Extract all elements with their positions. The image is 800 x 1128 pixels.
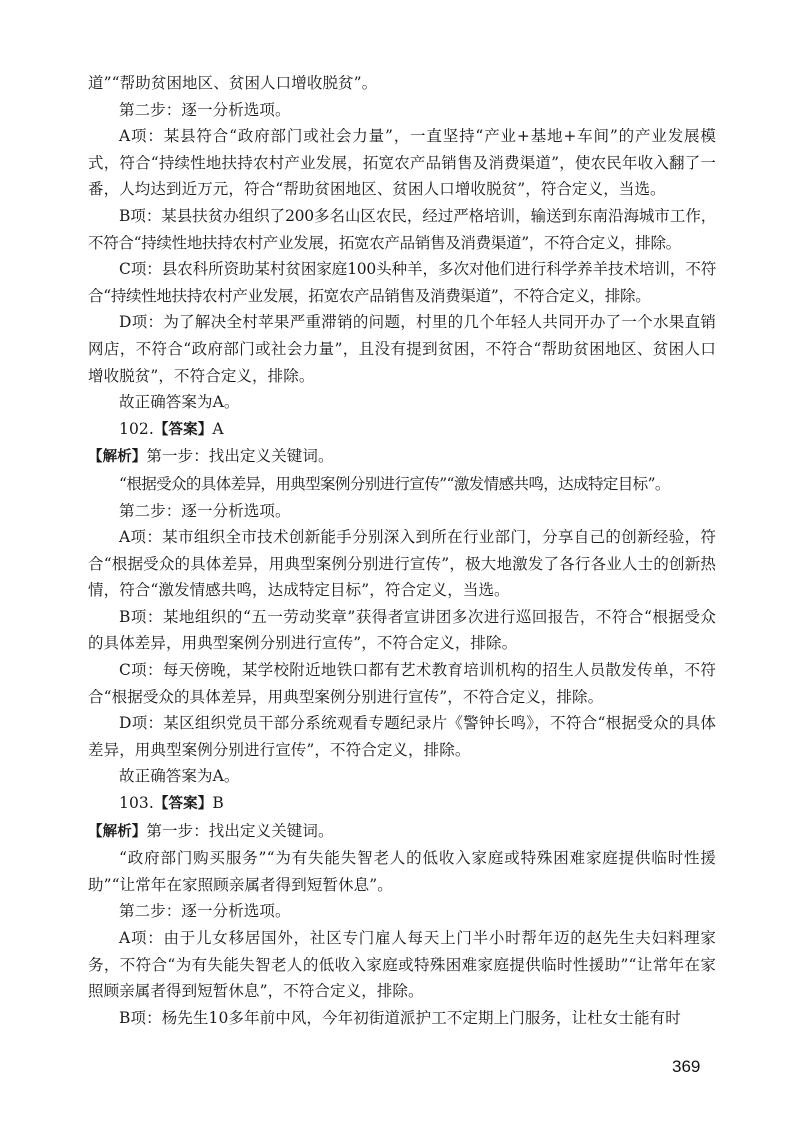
analysis-line <box>88 443 716 471</box>
paragraph: C项：每天傍晚，某学校附近地铁口都有艺术教育培训机构的招生人员散发传单，不符合“根据受众的具体差异，用典型案例分别进行宣传”，不符合定义，排除。 <box>88 661 716 706</box>
paragraph: A项：某县符合“政府部门或社会力量”，一直坚持“产业+基地+车间”的产业发展模式，符合“持续性地扶持农村产业发展，拓宽农产品销售及消费渠道”，使农民年收入翻了一番，人均达到近万元，符合“帮助贫困地区、贫困人口增收脱贫”，符合定义，当选。 <box>88 127 716 199</box>
question-number: 103. <box>119 794 154 813</box>
question-102-header <box>88 416 716 444</box>
paragraph: B项：某地组织的“五一劳动奖章”获得者宣讲团多次进行巡回报告，不符合“根据受众的具体差异，用典型案例分别进行宣传”，不符合定义，排除。 <box>88 607 716 653</box>
analysis-text: 第一步：找出定义关键词。 <box>146 447 334 466</box>
paragraph: C项：县农科所资助某村贫困家庭100头种羊，多次对他们进行科学养羊技术培训，不符合“持续性地扶持农村产业发展，拓宽农产品销售及消费渠道”，不符合定义，排除。 <box>88 260 716 305</box>
answer-value: B <box>212 794 224 813</box>
analysis-label: 【解析】 <box>88 823 147 840</box>
paragraph: “根据受众的具体差异，用典型案例分别进行宣传”“激发情感共鸣，达成特定目标”。 <box>119 474 670 493</box>
paragraph: 第二步：逐一分析选项。 <box>119 501 291 520</box>
paragraph: 故正确答案为A。 <box>119 393 240 412</box>
analysis-line <box>88 818 716 846</box>
paragraph: A项：某市组织全市技术创新能手分别深入到所在行业部门，分享自己的创新经验，符合“根据受众的具体差异，用典型案例分别进行宣传”，极大地激发了各行各业人士的创新热情，符合“激发情感共鸣，达成特定目标”，符合定义，当选。 <box>88 528 716 600</box>
paragraph: 第二步：逐一分析选项。 <box>119 100 291 119</box>
paragraph: 第二步：逐一分析选项。 <box>119 902 291 921</box>
question-103-header <box>88 790 716 818</box>
analysis-text: 第一步：找出定义关键词。 <box>146 821 334 840</box>
analysis-label: 【解析】 <box>88 449 147 466</box>
paragraph: “政府部门购买服务”“为有失能失智老人的低收入家庭或特殊困难家庭提供临时性援助”“让常年在家照顾亲属者得到短暂休息”。 <box>88 849 716 894</box>
paragraph: 故正确答案为A。 <box>119 767 240 786</box>
answer-label: 【答案】 <box>153 421 213 438</box>
paragraph: D项：为了解决全村苹果严重滞销的问题，村里的几个年轻人共同开办了一个水果直销网店，不符合“政府部门或社会力量”，且没有提到贫困，不符合“帮助贫困地区、贫困人口增收脱贫”，不符合定义，排除。 <box>88 313 716 385</box>
paragraph: B项：杨先生10多年前中风，今年初街道派护工不定期上门服务，让杜女士能有时 <box>119 1008 681 1027</box>
paragraph: B项：某县扶贫办组织了200多名山区农民，经过严格培训，输送到东南沿海城市工作，不符合“持续性地扶持农村产业发展，拓宽农产品销售及消费渠道”，不符合定义，排除。 <box>88 206 716 252</box>
page-number: 369 <box>672 1057 701 1076</box>
answer-label: 【答案】 <box>153 796 213 813</box>
paragraph: A项：由于儿女移居国外，社区专门雇人每天上门半小时帮年迈的赵先生夫妇料理家务，不符合“为有失能失智老人的低收入家庭或特殊困难家庭提供临时性援助”“让常年在家照顾亲属者得到短暂休息”，不符合定义，排除。 <box>88 929 716 1001</box>
question-number: 102. <box>119 419 154 438</box>
page-content <box>88 70 716 1031</box>
answer-value: A <box>212 419 224 438</box>
paragraph: D项：某区组织党员干部分系统观看专题纪录片《警钟长鸣》，不符合“根据受众的具体差异，用典型案例分别进行宣传”，不符合定义，排除。 <box>88 714 716 759</box>
paragraph: 道”“帮助贫困地区、贫困人口增收脱贫”。 <box>88 74 378 92</box>
